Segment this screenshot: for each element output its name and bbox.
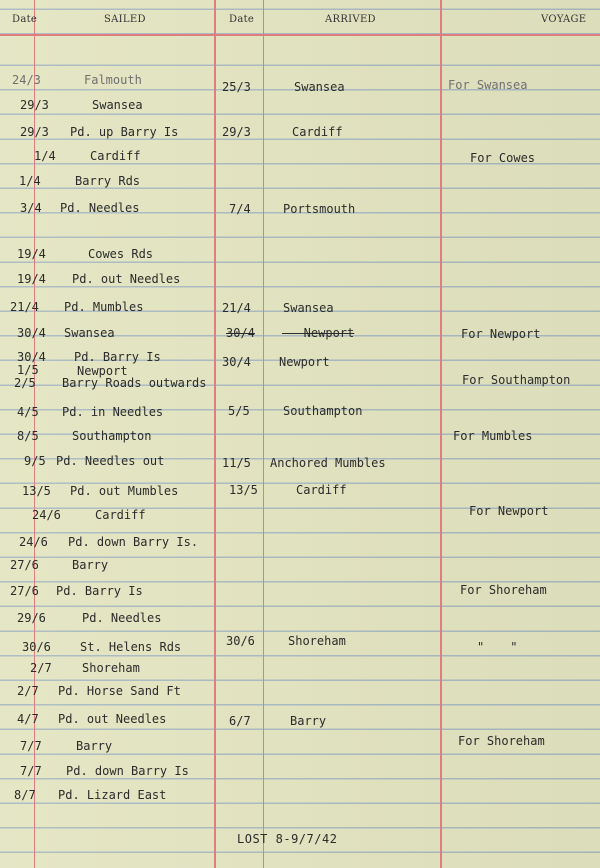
arrived-place: Barry: [290, 714, 327, 728]
sailed-place: Shoreham: [82, 661, 140, 675]
sailed-date: 30/4: [17, 350, 46, 364]
sailed-place: Pd. in Needles: [62, 405, 164, 419]
sailed-date: 19/4: [17, 247, 46, 261]
voyage-entry: For Shoreham: [460, 583, 547, 597]
arrived-date: 30/4: [222, 355, 251, 369]
sailed-place: Pd. Needles: [60, 201, 140, 215]
sailed-date: 2/7: [17, 684, 39, 698]
sailed-place: Pd. Barry Is: [56, 584, 143, 598]
sailed-date: 9/5: [24, 454, 46, 468]
sailed-place: Newport: [77, 364, 128, 378]
sailed-date: 29/3: [20, 98, 49, 112]
sailed-place: Barry: [76, 739, 113, 753]
arrived-date: 11/5: [222, 456, 251, 470]
arrived-date: 5/5: [228, 404, 250, 418]
arrived-place: Anchored Mumbles: [270, 456, 386, 470]
sailed-date: 1/4: [34, 149, 56, 163]
voyage-entry: For Southampton: [462, 373, 571, 387]
arrived-date: 25/3: [222, 80, 251, 94]
sailed-place: Cardiff: [90, 149, 141, 163]
sailed-place: Swansea: [92, 98, 143, 112]
sailed-date: 7/7: [20, 764, 42, 778]
sailed-date: 2/7: [30, 661, 52, 675]
header-date-arrived: Date: [229, 14, 255, 25]
arrived-date: 6/7: [229, 714, 251, 728]
sailed-place: Barry: [72, 558, 109, 572]
voyage-entry: For Shoreham: [458, 734, 545, 748]
sailed-place: Pd. Mumbles: [64, 300, 144, 314]
sailed-place: Falmouth: [84, 73, 142, 87]
sailed-place: Pd. down Barry Is.: [68, 535, 199, 549]
header-arrived: ARRIVED: [325, 14, 376, 25]
sailed-date: 29/6: [17, 611, 46, 625]
sailed-date: 27/6: [10, 584, 39, 598]
sailed-place: Cowes Rds: [88, 247, 154, 261]
sailed-place: Barry Rds: [75, 174, 141, 188]
arrived-place: Southampton: [283, 404, 363, 418]
arrived-place: Portsmouth: [283, 202, 356, 216]
sailed-date: 21/4: [10, 300, 39, 314]
header-voyage: VOYAGE: [541, 14, 587, 25]
sailed-place: St. Helens Rds: [80, 640, 182, 654]
ruling-line: [214, 0, 216, 868]
sailed-date: 24/6: [32, 508, 61, 522]
arrived-place: Swansea: [294, 80, 345, 94]
arrived-place: Newport: [279, 355, 330, 369]
arrived-date-struck: 30/4: [226, 326, 255, 340]
sailed-date: 24/3: [12, 73, 41, 87]
sailed-date: 1/5: [17, 363, 39, 377]
voyage-ditto: "": [477, 640, 544, 654]
sailed-place: Pd. out Needles: [72, 272, 181, 286]
sailed-date: 1/4: [19, 174, 41, 188]
sailed-place: Pd. out Mumbles: [70, 484, 179, 498]
sailed-date: 3/4: [20, 201, 42, 215]
sailed-place: Pd. Needles out: [56, 454, 165, 468]
header-date-sailed: Date: [12, 14, 38, 25]
sailed-date: 27/6: [10, 558, 39, 572]
arrived-place: Swansea: [283, 301, 334, 315]
ruling-line: [440, 0, 442, 868]
sailed-place: Pd. Needles: [82, 611, 162, 625]
voyage-entry: For Newport: [461, 327, 541, 341]
header-sailed: SAILED: [104, 14, 146, 25]
arrived-date: 13/5: [229, 483, 258, 497]
sailed-place: Cardiff: [95, 508, 146, 522]
voyage-entry: For Swansea: [448, 78, 528, 92]
voyage-entry: For Cowes: [470, 151, 536, 165]
arrived-place: Cardiff: [296, 483, 347, 497]
arrived-place-struck: ---Newport: [282, 326, 355, 340]
sailed-date: 4/5: [17, 405, 39, 419]
sailed-date: 30/6: [22, 640, 51, 654]
arrived-place: Shoreham: [288, 634, 346, 648]
sailed-place: Pd. down Barry Is: [66, 764, 189, 778]
sailed-date: 8/5: [17, 429, 39, 443]
voyage-entry: For Newport: [469, 504, 549, 518]
sailed-date: 30/4: [17, 326, 46, 340]
sailed-date: 2/5: [14, 376, 36, 390]
ruling-line: [0, 34, 600, 36]
sailed-place: Barry Roads outwards: [62, 376, 207, 390]
sailed-date: 24/6: [19, 535, 48, 549]
sailed-date: 13/5: [22, 484, 51, 498]
sailed-date: 19/4: [17, 272, 46, 286]
sailed-place: Pd. Lizard East: [58, 788, 167, 802]
arrived-date: 30/6: [226, 634, 255, 648]
sailed-date: 4/7: [17, 712, 39, 726]
sailed-place: Pd. up Barry Is: [70, 125, 179, 139]
arrived-date: 29/3: [222, 125, 251, 139]
arrived-date: 21/4: [222, 301, 251, 315]
lost-note: LOST 8-9/7/42: [237, 832, 338, 846]
arrived-place: Cardiff: [292, 125, 343, 139]
arrived-date: 7/4: [229, 202, 251, 216]
sailed-place: Pd. Barry Is: [74, 350, 161, 364]
sailed-date: 7/7: [20, 739, 42, 753]
sailed-date: 8/7: [14, 788, 36, 802]
voyage-entry: For Mumbles: [453, 429, 533, 443]
ruling-line: [263, 0, 264, 868]
sailed-place: Pd. out Needles: [58, 712, 167, 726]
sailed-place: Swansea: [64, 326, 115, 340]
sailed-date: 29/3: [20, 125, 49, 139]
sailed-place: Pd. Horse Sand Ft: [58, 684, 181, 698]
sailed-place: Southampton: [72, 429, 152, 443]
